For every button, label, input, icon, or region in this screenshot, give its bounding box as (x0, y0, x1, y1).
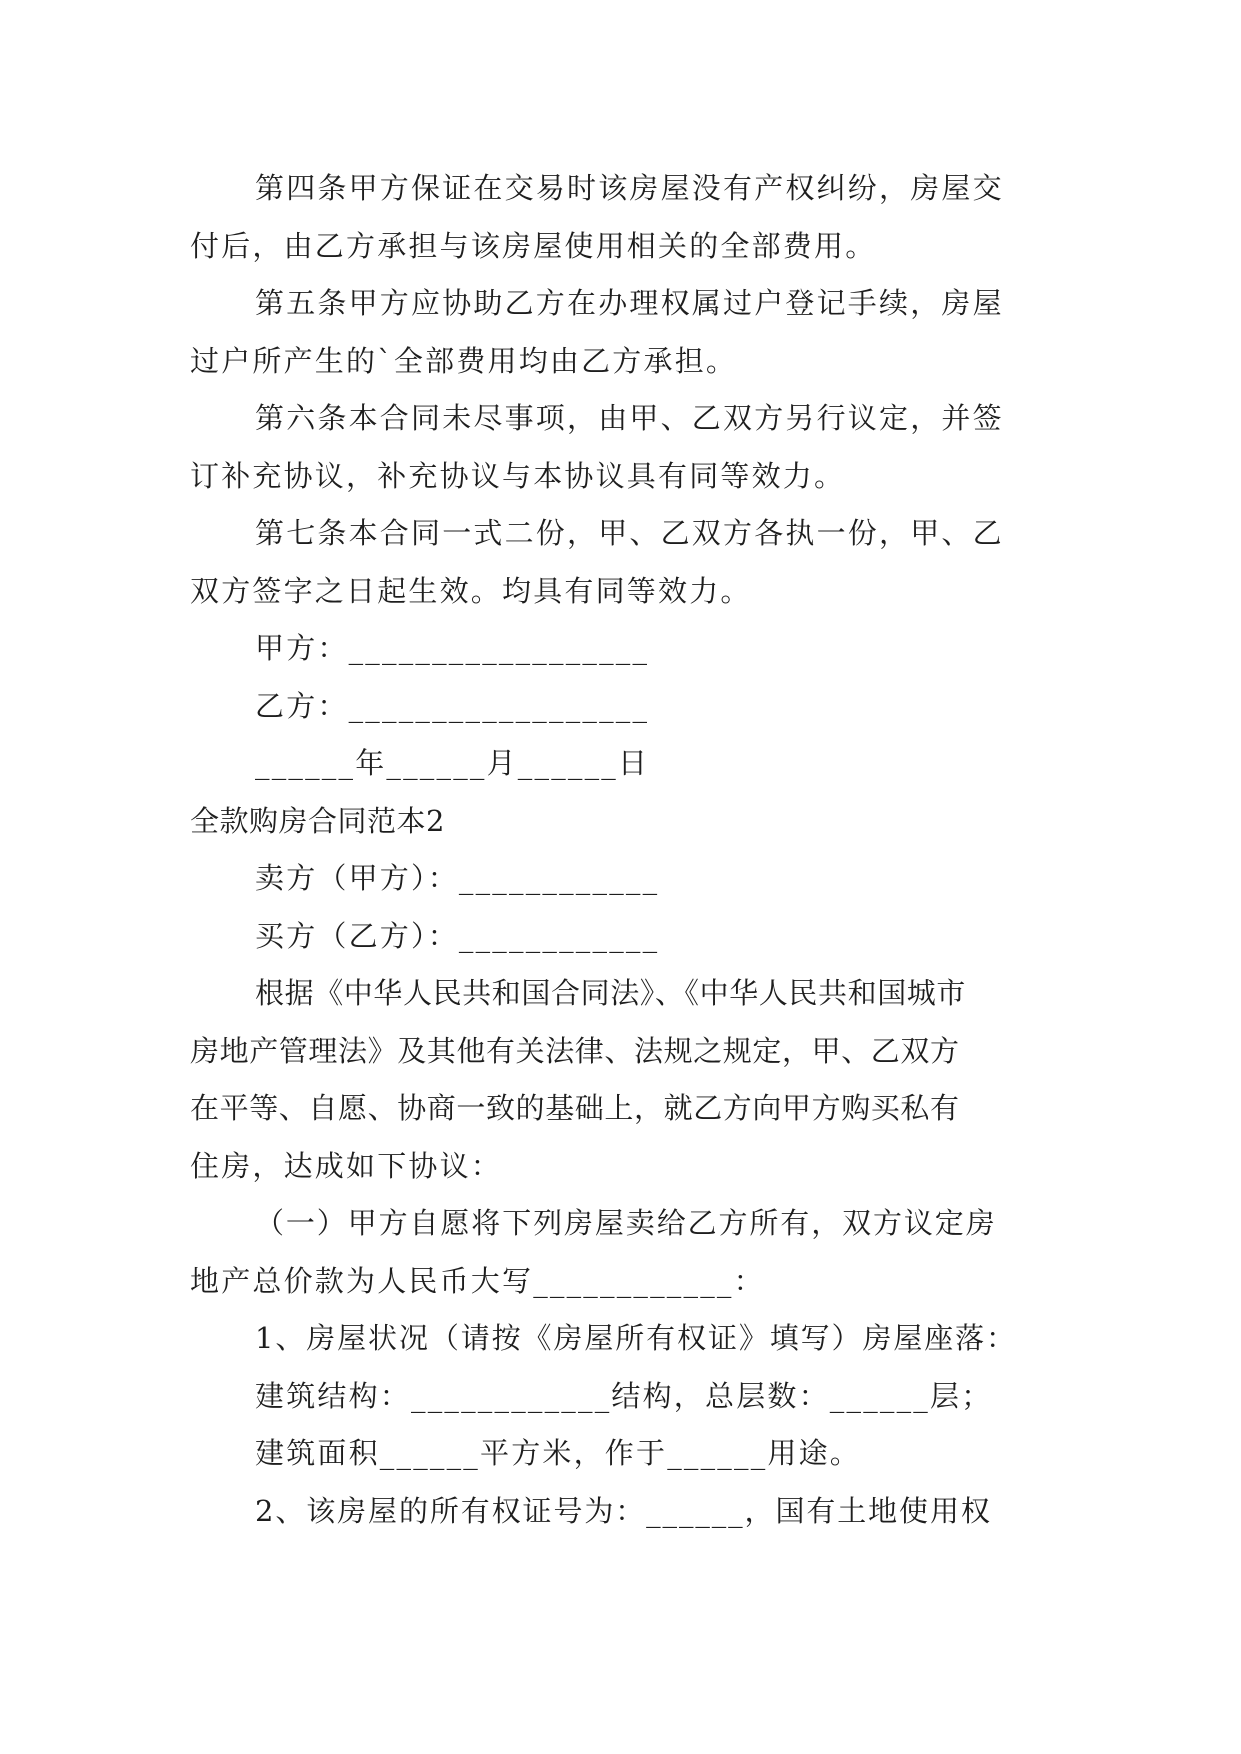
legal-basis-line-3: 在平等、自愿、协商一致的基础上，就乙方向甲方购买私有 (190, 1091, 960, 1125)
legal-basis-line-4: 住房，达成如下协议： (190, 1149, 503, 1183)
article-7-line-1: 第七条本合同一式二份，甲、乙双方各执一份，甲、乙 (255, 516, 1004, 550)
contract-template-heading: 全款购房合同范本2 (190, 804, 445, 838)
party-b-signature-line: 乙方：__________________ (255, 689, 650, 723)
house-status-line: 1、房屋状况（请按《房屋所有权证》填写）房屋座落： (255, 1321, 1017, 1355)
building-area-line: 建筑面积______平方米，作于______用途。 (255, 1436, 862, 1470)
article-5-line-1: 第五条甲方应协助乙方在办理权属过户登记手续，房屋 (255, 286, 1004, 320)
legal-basis-line-1: 根据《中华人民共和国合同法》、《中华人民共和国城市 (255, 976, 967, 1010)
buyer-field: 买方（乙方）：____________ (255, 919, 660, 953)
building-structure-line: 建筑结构：____________结构，总层数：______层； (255, 1379, 993, 1413)
clause-1-line-2: 地产总价款为人民币大写____________： (190, 1264, 765, 1298)
party-a-signature-line: 甲方：__________________ (255, 631, 650, 665)
article-6-line-2: 订补充协议，补充协议与本协议具有同等效力。 (190, 459, 846, 493)
ownership-certificate-line: 2、该房屋的所有权证号为：______，国有土地使用权 (255, 1494, 992, 1528)
clause-1-line-1: （一）甲方自愿将下列房屋卖给乙方所有，双方议定房 (255, 1206, 997, 1240)
article-6-line-1: 第六条本合同未尽事项，由甲、乙双方另行议定，并签 (255, 401, 1004, 435)
signature-date-line: ______年______月______日 (255, 746, 650, 780)
article-5-line-2: 过户所产生的`全部费用均由乙方承担。 (190, 344, 738, 378)
seller-field: 卖方（甲方）：____________ (255, 861, 660, 895)
article-4-line-1: 第四条甲方保证在交易时该房屋没有产权纠纷，房屋交 (255, 171, 1004, 205)
article-4-line-2: 付后，由乙方承担与该房屋使用相关的全部费用。 (190, 229, 877, 263)
article-7-line-2: 双方签字之日起生效。均具有同等效力。 (190, 574, 752, 608)
legal-basis-line-2: 房地产管理法》及其他有关法律、法规之规定，甲、乙双方 (190, 1034, 960, 1068)
